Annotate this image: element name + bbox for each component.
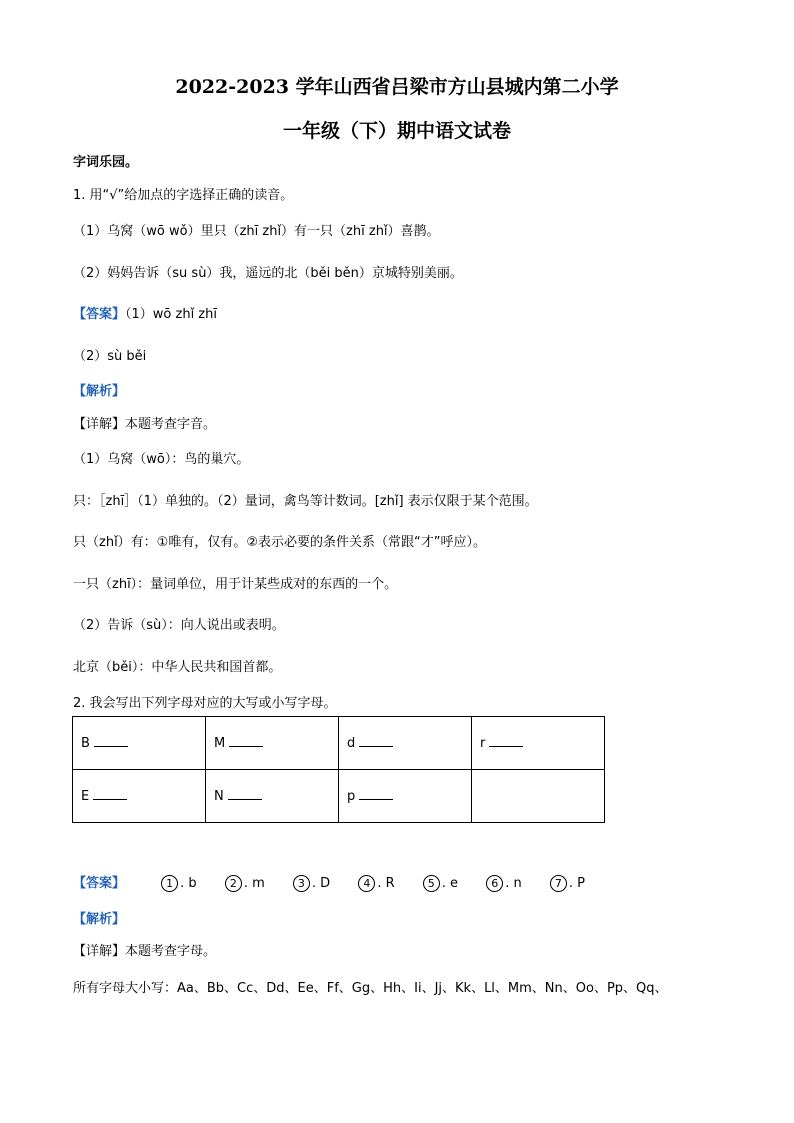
answer-blank bbox=[93, 789, 127, 800]
answer-item: 7 . P bbox=[550, 875, 585, 892]
circled-number: 4 bbox=[358, 875, 375, 892]
letter: E bbox=[81, 788, 90, 804]
table-cell bbox=[206, 717, 339, 770]
answer-blank bbox=[489, 736, 523, 747]
table-cell bbox=[339, 717, 472, 770]
table-cell bbox=[339, 770, 472, 823]
q1-exp4: 一只（zhī）：量词单位，用于计某些成对的东西的一个。 bbox=[73, 577, 398, 592]
table-cell bbox=[73, 717, 206, 770]
answer-item: 3 . D bbox=[293, 875, 330, 892]
answer-blank bbox=[359, 789, 393, 800]
answer-value: e bbox=[450, 876, 459, 891]
table-cell bbox=[472, 770, 605, 823]
q1-exp1: （1）乌窝（wō）：鸟的巢穴。 bbox=[73, 452, 250, 467]
analysis-label: 【解析】 bbox=[73, 384, 126, 399]
answer-value: R bbox=[385, 876, 395, 891]
q1-exp2: 只：［zhī］（1）单独的。（2）量词，禽鸟等计数词。[zhǐ] 表示仅限于某个范围。 bbox=[73, 494, 538, 509]
answer-label: 【答案】 bbox=[73, 876, 126, 891]
answer-value: b bbox=[188, 876, 197, 891]
circled-number: 1 bbox=[161, 875, 178, 892]
circled-number: 7 bbox=[550, 875, 567, 892]
answer-blank bbox=[229, 736, 263, 747]
analysis-label: 【解析】 bbox=[73, 912, 126, 927]
q1-exp3: 只（zhǐ）有：①唯有，仅有。②表示必要的条件关系（常跟“才”呼应）。 bbox=[73, 535, 486, 550]
answer-item: 4 . R bbox=[358, 875, 394, 892]
answer-label: 【答案】 bbox=[73, 307, 126, 322]
answer-item: 5 . e bbox=[423, 875, 458, 892]
q2-exp1: 所有字母大小写：Aa、Bb、Cc、Dd、Ee、Ff、Gg、Hh、Ii、Jj、Kk、Ll、Mm、Nn、Oo、Pp、Qq、 bbox=[73, 981, 668, 996]
q1-answer-line2: （2）sù běi bbox=[73, 349, 147, 364]
q1-answer-line1: （1）wō zhǐ zhī bbox=[125, 307, 217, 322]
table-cell bbox=[472, 717, 605, 770]
table-row bbox=[73, 770, 605, 823]
answer-item: 1 . b bbox=[161, 875, 197, 892]
answer-blank bbox=[359, 736, 393, 747]
circled-number: 2 bbox=[225, 875, 242, 892]
table-cell bbox=[206, 770, 339, 823]
section-heading: 字词乐园。 bbox=[73, 155, 139, 170]
q1-answer bbox=[73, 303, 217, 322]
circled-number: 6 bbox=[486, 875, 503, 892]
circled-number: 3 bbox=[293, 875, 310, 892]
q1-stem: 1. 用“√”给加点的字选择正确的读音。 bbox=[73, 188, 294, 203]
answer-blank bbox=[94, 736, 128, 747]
answer-item: 2 . m bbox=[225, 875, 265, 892]
answer-value: n bbox=[513, 876, 522, 891]
table-row bbox=[73, 717, 605, 770]
q2-detail: 【详解】本题考查字母。 bbox=[73, 944, 217, 959]
q2-stem: 2. 我会写出下列字母对应的大写或小写字母。 bbox=[73, 696, 337, 711]
q1-part1: （1）乌窝（wō wǒ）里只（zhī zhǐ）有一只（zhī zhǐ）喜鹊。 bbox=[73, 224, 440, 239]
exam-title-line1: 2022-2023 学年山西省吕梁市方山县城内第二小学 bbox=[175, 76, 619, 98]
answer-blank bbox=[228, 789, 262, 800]
q1-detail: 【详解】本题考查字音。 bbox=[73, 417, 217, 432]
letter: B bbox=[81, 735, 90, 751]
table-cell bbox=[73, 770, 206, 823]
letter: p bbox=[347, 788, 356, 804]
letter: M bbox=[214, 735, 226, 751]
letters-table bbox=[72, 716, 605, 823]
answer-value: P bbox=[577, 876, 585, 891]
answer-item: 6 . n bbox=[486, 875, 522, 892]
exam-title-line2: 一年级（下）期中语文试卷 bbox=[282, 120, 511, 142]
answer-value: D bbox=[320, 876, 331, 891]
letter: r bbox=[480, 735, 486, 751]
q1-part2: （2）妈妈告诉（su sù）我，遥远的北（běi běn）京城特别美丽。 bbox=[73, 266, 463, 281]
letter: d bbox=[347, 735, 356, 751]
q1-exp5: （2）告诉（sù）：向人说出或表明。 bbox=[73, 618, 285, 633]
q2-answer bbox=[73, 872, 609, 892]
letter: N bbox=[214, 788, 224, 804]
answer-value: m bbox=[252, 876, 265, 891]
q1-exp6: 北京（běi）：中华人民共和国首都。 bbox=[73, 660, 282, 675]
circled-number: 5 bbox=[423, 875, 440, 892]
